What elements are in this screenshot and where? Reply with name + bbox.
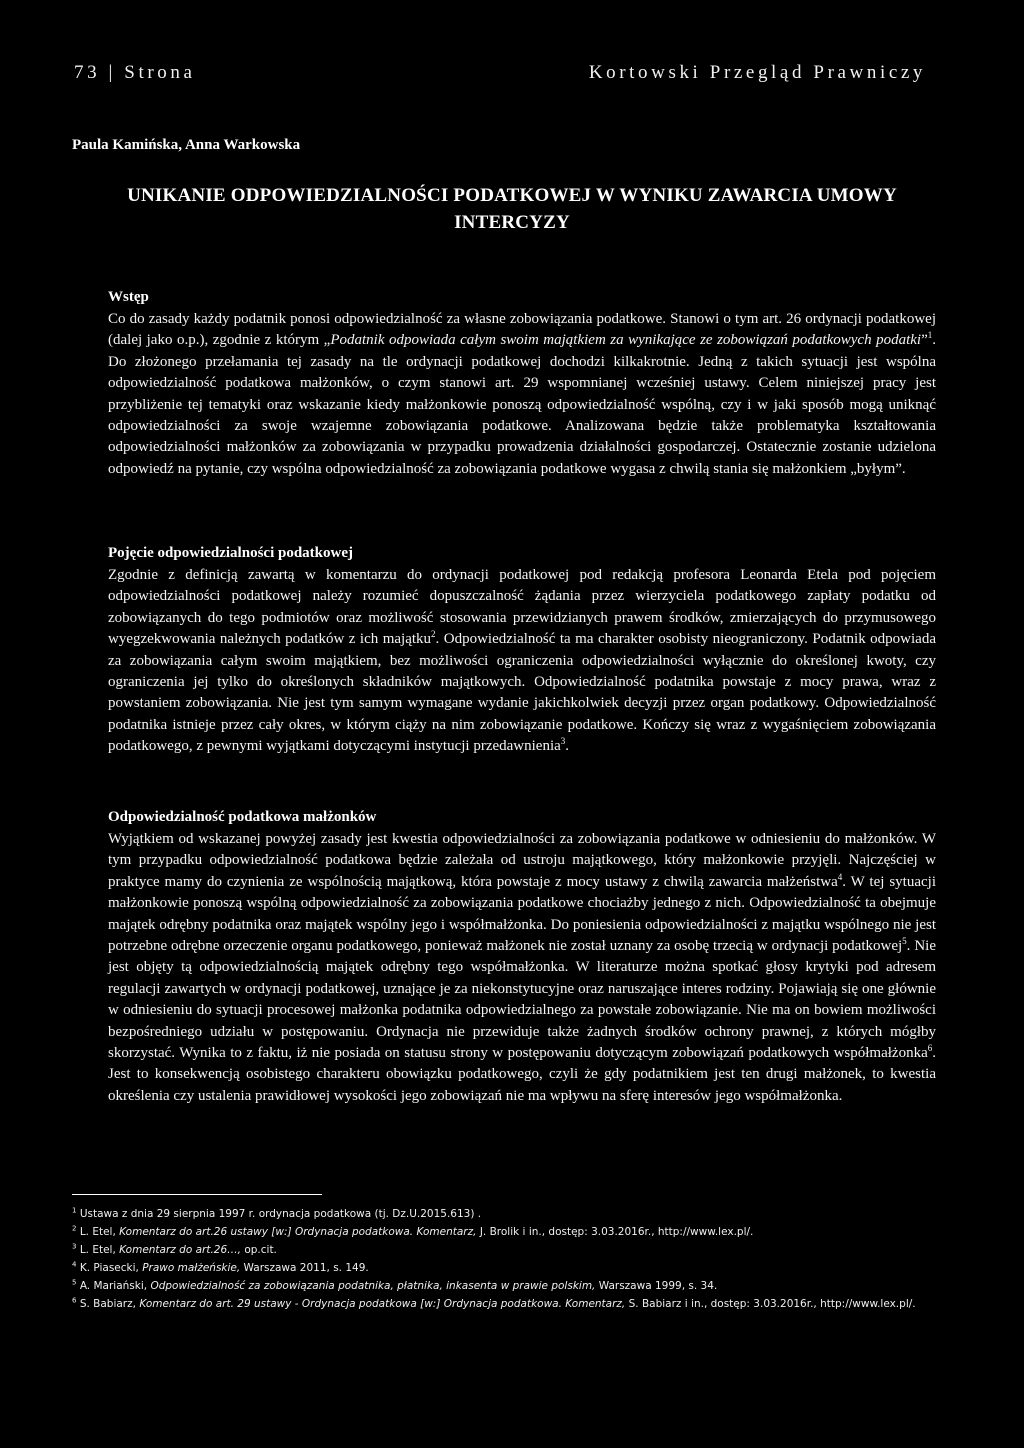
footnote-italic: Prawo małżeńskie,: [142, 1262, 241, 1274]
footnote-text: S. Babiarz i in., dostęp: 3.03.2016r., http://www.lex.pl/.: [625, 1298, 916, 1310]
footnote-number: 1: [72, 1206, 77, 1215]
section-body-spouses: [72, 829, 936, 1107]
footnote-text: J. Brolik i in., dostęp: 3.03.2016r., http://www.lex.pl/.: [476, 1226, 754, 1238]
text-run: .: [565, 738, 570, 755]
text-run: Wyjątkiem od wskazanej powyżej zasady jest kwestia odpowiedzialności za zobowiązania podatkowe w odniesieniu do małżonków. W tym przypadku odpowiedzialność podatkowa będzie zależała od ustroju majątkowego, który małżonkowie przyjęli. Najczęściej w praktyce mamy do czynienia ze wspólnością majątkową, która powstaje z mocy ustawy z chwilą zawarcia małżeństwa: [108, 831, 936, 890]
text-run: Zgodnie z definicją zawartą w komentarzu do ordynacji podatkowej pod redakcją profesora Leonarda Etela pod pojęciem odpowiedzialności podatkowej należy rozumieć dopuszczalność żądania przez wierzyciela podatkowego zapłaty podatku od zobowiązanych do tego podmiotów oraz możliwość stosowania przewidzianych prawem środków, zmierzających do przymusowego wyegzekwowania należnych podatków z ich majątku: [108, 567, 936, 648]
page-number: 73 | Strona: [74, 62, 196, 83]
footnote-text: Warszawa 1999, s. 34.: [595, 1280, 718, 1292]
footnote-text: L. Etel,: [79, 1226, 120, 1238]
footnote-3: [72, 1241, 936, 1259]
footnote-divider: [72, 1194, 322, 1195]
footnote-text: op.cit.: [240, 1244, 277, 1256]
running-header: [74, 62, 926, 88]
section-body-concept: [72, 565, 936, 758]
paragraph: [72, 829, 936, 1107]
journal-title: Kortowski Przegląd Prawniczy: [588, 62, 926, 83]
footnote-ref: 5: [902, 936, 907, 947]
footnote-italic: Komentarz do art. 29 ustawy - Ordynacja podatkowa [w:] Ordynacja podatkowa. Komentarz,: [139, 1298, 626, 1310]
footnote-number: 3: [72, 1242, 77, 1251]
footnote-6: [72, 1295, 936, 1313]
footnote-ref: 3: [560, 736, 566, 747]
footnote-text: A. Mariański,: [79, 1280, 151, 1292]
footnotes: [72, 1205, 936, 1313]
footnote-ref: 4: [837, 871, 843, 882]
text-run: . Nie jest objęty tą odpowiedzialnością majątek odrębny tego współmałżonka. W literaturze można spotkać głosy krytyki pod adresem regulacji zawartych w ordynacji podatkowej, uznające je za niekonstytucyjne oraz naruszające interes rodziny. Pojawiają się one głównie w odniesieniu do sytuacji procesowej małżonka podatnika odpowiedzialnego za powstałe zobowiązanie. Nie ma on bowiem możliwości bezpośredniego udziału w postępowaniu. Ordynacja nie przewiduje także żadnych środków ochrony prawnej, z których mógłby skorzystać. Wynika to z faktu, iż nie posiada on statusu strony w postępowaniu dotyczącym zobowiązań podatkowych współmałżonka: [108, 938, 936, 1062]
footnote-1: [72, 1205, 936, 1223]
footnote-text: Ustawa z dnia 29 sierpnia 1997 r. ordynacja podatkowa (tj. Dz.U.2015.613) .: [79, 1208, 482, 1220]
footnote-4: [72, 1259, 936, 1277]
section-heading-spouses: Odpowiedzialność podatkowa małżonków: [108, 809, 377, 825]
footnote-ref: 1: [927, 330, 933, 341]
paragraph: [72, 565, 936, 758]
text-run: ”: [921, 332, 928, 349]
text-run: Co do zasady każdy podatnik ponosi odpowiedzialność za własne zobowiązania podatkowe. Stanowi o tym art. 26 ordynacji podatkowej (dalej jako o.p.), zgodnie z którym „: [108, 311, 936, 349]
section-body-intro: [72, 309, 936, 480]
text-run: . Odpowiedzialność ta ma charakter osobisty nieograniczony. Podatnik odpowiada za zobowiązania całym swoim majątkiem, bez możliwości ograniczenia odpowiedzialności wyłącznie do określonej kwoty, czy ograniczenia jej tylko do określonych składników majątkowych. Odpowiedzialność podatnika powstaje z mocy prawa, wraz z powstaniem zobowiązania. Nie jest tym samym wymagane wydanie jakichkolwiek decyzji przez organ podatkowy. Odpowiedzialność podatnika istnieje przez cały okres, w którym ciąży na nim zobowiązanie podatkowe. Kończy się wraz z wygaśnięciem zobowiązania podatkowego, z pewnymi wyjątkami dotyczącymi instytucji przedawnienia: [108, 631, 936, 755]
footnote-number: 5: [72, 1278, 77, 1287]
footnote-italic: Komentarz do art.26 ustawy [w:] Ordynacja podatkowa. Komentarz,: [119, 1226, 477, 1238]
footnote-ref: 2: [431, 629, 436, 640]
footnote-number: 4: [72, 1260, 77, 1269]
footnote-ref: 6: [927, 1043, 933, 1054]
footnote-text: Warszawa 2011, s. 149.: [240, 1262, 369, 1274]
footnote-number: 6: [72, 1296, 77, 1305]
text-run: . Jest to konsekwencją osobistego charakteru obowiązku podatkowego, czyli że gdy podatnikiem jest ten drugi małżonek, to kwestia określenia czy ustalenia prawidłowej wysokości jego zobowiązań nie ma wpływu na sferę interesów jego współmałżonka.: [108, 1045, 936, 1104]
paragraph: [72, 309, 936, 480]
footnote-text: L. Etel,: [79, 1244, 120, 1256]
text-run: . W tej sytuacji małżonkowie ponoszą wspólną odpowiedzialność za zobowiązania podatkowe chociażby jednego z nich. Odpowiedzialność ta obejmuje majątek odrębny podatnika oraz majątek wspólny jego i współmałżonka. Do poniesienia odpowiedzialności z majątku wspólnego nie jest potrzebne odrębne orzeczenie organu podatkowego, ponieważ małżonek nie został uznany za osobę trzecią w ordynacji podatkowej: [108, 873, 936, 955]
footnote-italic: Odpowiedzialność za zobowiązania podatnika, płatnika, inkasenta w prawie polskim,: [150, 1280, 596, 1292]
section-heading-concept: Pojęcie odpowiedzialności podatkowej: [108, 545, 353, 561]
section-heading-intro: Wstęp: [108, 289, 149, 305]
article-authors: Paula Kamińska, Anna Warkowska: [72, 137, 301, 153]
footnote-number: 2: [72, 1224, 77, 1233]
quote-italic: Podatnik odpowiada całym swoim majątkiem za wynikające ze zobowiązań podatkowych podatki: [330, 332, 922, 349]
footnote-text: S. Babiarz,: [79, 1298, 140, 1310]
footnote-text: K. Piasecki,: [79, 1262, 143, 1274]
text-run: . Do złożonego przełamania tej zasady na tle ordynacji podatkowej dochodzi kilkakrotnie. Jedną z takich sytuacji jest wspólna odpowiedzialność podatkowa małżonków, o czym stanowi art. 29 wspomnianej wcześniej ustawy. Celem niniejszej pracy jest przybliżenie tej tematyki oraz wskazanie kiedy małżonkowie ponoszą odpowiedzialność wspólną, czy i w jaki sposób mogą uniknąć odpowiedzialności za swoje wzajemne zobowiązania podatkowe. Analizowana będzie także problematyka kształtowania odpowiedzialności małżonków za zobowiązania w przypadku prowadzenia działalności gospodarczej. Ostatecznie zostanie udzielona odpowiedź na pytanie, czy wspólna odpowiedzialność za zobowiązania podatkowe wygasa z chwilą stania się małżonkiem „byłym”.: [108, 332, 936, 477]
footnote-2: [72, 1223, 936, 1241]
footnote-5: [72, 1277, 936, 1295]
article-title: UNIKANIE ODPOWIEDZIALNOŚCI PODATKOWEJ W WYNIKU ZAWARCIA UMOWY INTERCYZY: [127, 185, 897, 233]
footnote-italic: Komentarz do art.26…,: [119, 1244, 241, 1256]
